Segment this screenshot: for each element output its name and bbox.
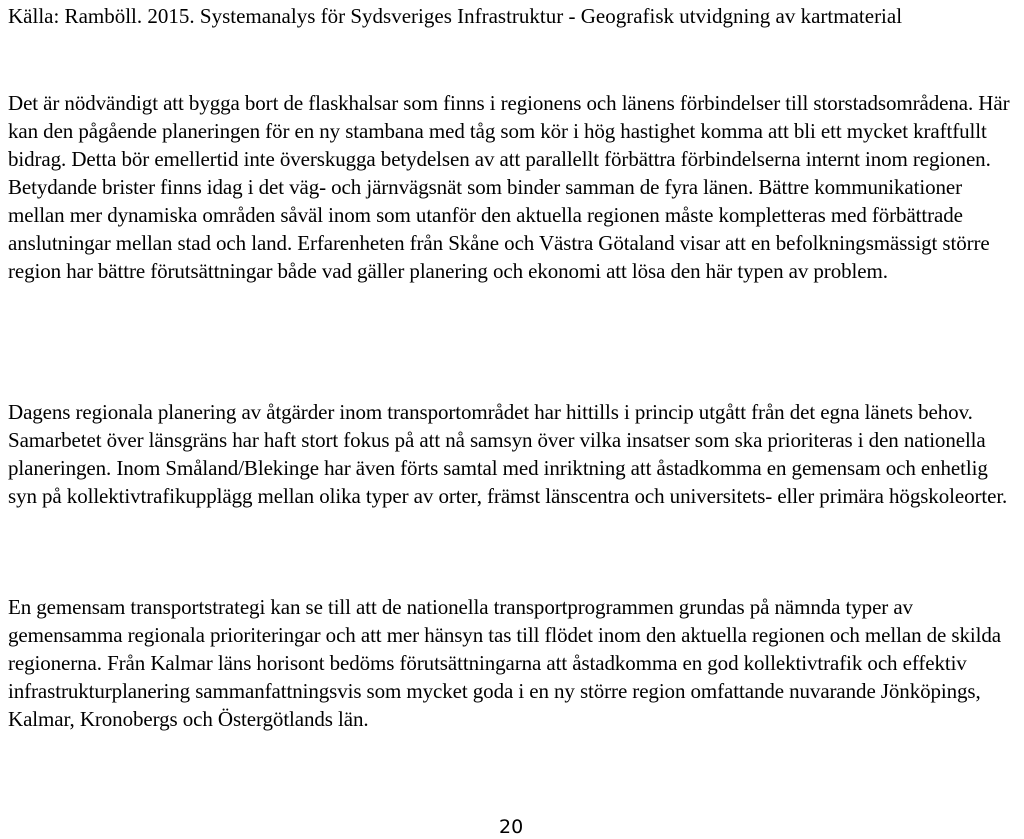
page-number: 20 — [499, 816, 524, 838]
paragraph-transport-strategy: En gemensam transportstrategi kan se till att de nationella transportprogrammen grundas på nämnda typer av gemensamma regionala prioriteringar och att mer hänsyn tas till flödet inom den aktuella regionen och mellan de skilda regionerna. Från Kalmar läns horisont bedöms förutsättningarna att åstadkomma en god kollektivtrafik och effektiv infrastrukturplanering sammanfattningsvis som mycket goda i en ny större region omfattande nuvarande Jönköpings, Kalmar, Kronobergs och Östergötlands län. — [8, 595, 1001, 731]
paragraph-regional-planning: Dagens regionala planering av åtgärder inom transportområdet har hittills i princip utgått från det egna länets behov. Samarbetet över länsgräns har haft stort fokus på att nå samsyn över vilka insatser som ska prioriteras i den nationella planeringen. Inom Småland/Blekinge har även förts samtal med inriktning att åstadkomma en gemensam och enhetlig syn på kollektivtrafikupplägg mellan olika typer av orter, främst länscentra och universitets- eller primära högskoleorter. — [8, 400, 1008, 508]
paragraph-bottlenecks: Det är nödvändigt att bygga bort de flaskhalsar som finns i regionens och länens förbindelser till storstadsområdena. Här kan den pågående planeringen för en ny stambana med tåg som kör i hög hastighet komma att bli ett mycket kraftfullt bidrag. Detta bör emellertid inte överskugga betydelsen av att parallellt förbättra förbindelserna internt inom regionen. Betydande brister finns idag i det väg- och järnvägsnät som binder samman de fyra länen. Bättre kommunikationer mellan mer dynamiska områden såväl inom som utanför den aktuella regionen måste kompletteras med förbättrade anslutningar mellan stad och land. Erfarenheten från Skåne och Västra Götaland visar att en befolkningsmässigt större region har bättre förutsättningar både vad gäller planering och ekonomi att lösa den här typen av problem. — [8, 91, 1010, 283]
source-citation: Källa: Ramböll. 2015. Systemanalys för Sydsveriges Infrastruktur - Geografisk utvidgning av kartmaterial — [8, 4, 903, 28]
